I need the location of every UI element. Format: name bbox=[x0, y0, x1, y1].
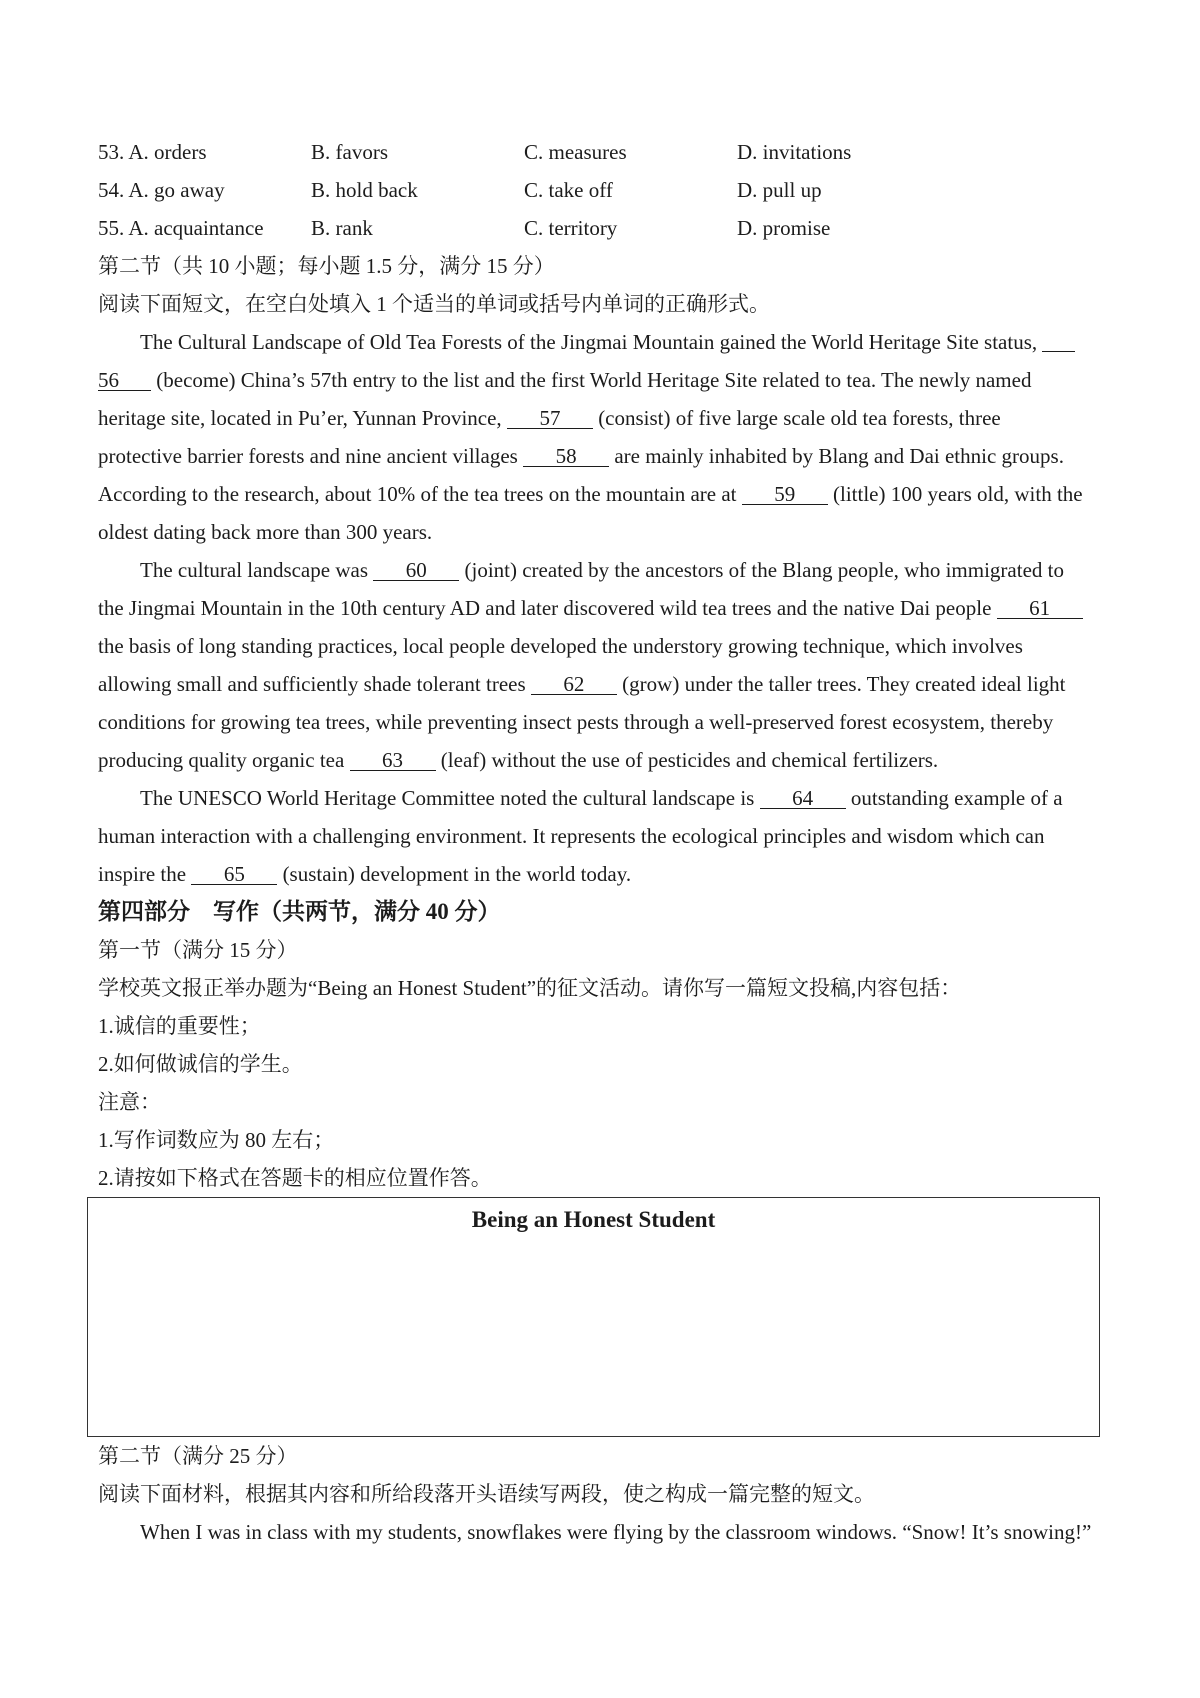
grammar-section-instruction: 阅读下面短文，在空白处填入 1 个适当的单词或括号内单词的正确形式。 bbox=[98, 292, 770, 316]
answer-box-title: Being an Honest Student bbox=[471, 1207, 716, 1232]
choice-d: D. promise bbox=[737, 216, 831, 240]
writing-section1-heading: 第一节（满分 15 分） bbox=[98, 938, 298, 962]
blank-65: 65 bbox=[191, 864, 277, 885]
passage-text: the basis of long standing practices, local people developed the understory growing technique, which involves bbox=[98, 634, 1023, 658]
passage-text: outstanding example of a bbox=[845, 786, 1063, 810]
story-opening: When I was in class with my students, snowflakes were flying by the classroom windows. “Snow! It’s snowing!” bbox=[140, 1520, 1092, 1544]
passage-line bbox=[98, 817, 1108, 855]
passage-text: (joint) created by the ancestors of the Blang people, who immigrated to bbox=[459, 558, 1064, 582]
passage-line bbox=[98, 475, 1108, 513]
blank-64: 64 bbox=[760, 788, 846, 809]
passage-line bbox=[98, 437, 1108, 475]
content-point: 2.如何做诚信的学生。 bbox=[98, 1052, 303, 1076]
choice-row-53 bbox=[98, 133, 1108, 171]
passage-text: allowing small and sufficiently shade tolerant trees bbox=[98, 672, 531, 696]
choice-b: B. rank bbox=[311, 216, 373, 240]
grammar-section-heading: 第二节（共 10 小题；每小题 1.5 分，满分 15 分） bbox=[98, 254, 555, 278]
choice-d: D. invitations bbox=[737, 140, 852, 164]
passage-text: (become) China’s 57th entry to the list and the first World Heritage Site related to tea. The newly named bbox=[151, 368, 1032, 392]
passage-text: (consist) of five large scale old tea forests, three bbox=[592, 406, 1001, 430]
passage-line bbox=[98, 627, 1108, 665]
passage-text: the Jingmai Mountain in the 10th century AD and later discovered wild tea trees and the native Dai people bbox=[98, 596, 997, 620]
cloze-passage bbox=[98, 323, 1108, 893]
blank-60: 60 bbox=[373, 560, 459, 581]
passage-text: The cultural landscape was bbox=[140, 558, 374, 582]
passage-line bbox=[98, 589, 1108, 627]
blank-61: 61 bbox=[997, 598, 1083, 619]
choice-d: D. pull up bbox=[737, 178, 822, 202]
choice-a: 54. A. go away bbox=[98, 178, 225, 202]
passage-line bbox=[98, 323, 1108, 361]
writing-section2-instruction: 阅读下面材料，根据其内容和所给段落开头语续写两段，使之构成一篇完整的短文。 bbox=[98, 1482, 875, 1506]
passage-text: are mainly inhabited by Blang and Dai ethnic groups. bbox=[609, 444, 1064, 468]
writing-prompt: 学校英文报正举办题为“Being an Honest Student”的征文活动。请你写一篇短文投稿,内容包括： bbox=[98, 976, 962, 1000]
choice-c: C. territory bbox=[524, 216, 618, 240]
passage-text: The UNESCO World Heritage Committee noted the cultural landscape is bbox=[140, 786, 760, 810]
choice-row-54 bbox=[98, 171, 1108, 209]
passage-text: producing quality organic tea bbox=[98, 748, 350, 772]
passage-text: (sustain) development in the world today. bbox=[277, 862, 632, 886]
passage-line bbox=[98, 741, 1108, 779]
note-item: 2.请按如下格式在答题卡的相应位置作答。 bbox=[98, 1166, 492, 1190]
passage-line bbox=[98, 361, 1108, 399]
notes-heading: 注意： bbox=[98, 1090, 161, 1114]
passage-text: inspire the bbox=[98, 862, 192, 886]
passage-text: heritage site, located in Pu’er, Yunnan Province, bbox=[98, 406, 507, 430]
writing-section2-heading: 第二节（满分 25 分） bbox=[98, 1444, 298, 1468]
passage-text: (grow) under the taller trees. They created ideal light bbox=[616, 672, 1066, 696]
blank-58: 58 bbox=[523, 446, 609, 467]
passage-text: protective barrier forests and nine ancient villages bbox=[98, 444, 524, 468]
answer-format-box bbox=[87, 1197, 1100, 1437]
choice-b: B. favors bbox=[311, 140, 388, 164]
exam-page bbox=[98, 133, 1108, 1551]
passage-text: oldest dating back more than 300 years. bbox=[98, 520, 433, 544]
passage-line bbox=[98, 779, 1108, 817]
passage-text: According to the research, about 10% of the tea trees on the mountain are at bbox=[98, 482, 742, 506]
choice-a: 55. A. acquaintance bbox=[98, 216, 264, 240]
blank-63: 63 bbox=[350, 750, 436, 771]
choice-c: C. measures bbox=[524, 140, 627, 164]
choice-c: C. take off bbox=[524, 178, 613, 202]
blank-62: 62 bbox=[531, 674, 617, 695]
writing-part-heading: 第四部分 写作（共两节，满分 40 分） bbox=[98, 899, 501, 924]
passage-line bbox=[98, 513, 1108, 551]
choice-a: 53. A. orders bbox=[98, 140, 207, 164]
choice-row-55 bbox=[98, 209, 1108, 247]
passage-line bbox=[98, 665, 1108, 703]
passage-text: human interaction with a challenging environment. It represents the ecological principles and wisdom which can bbox=[98, 824, 1045, 848]
passage-text: The Cultural Landscape of Old Tea Forests of the Jingmai Mountain gained the World Heritage Site status, bbox=[140, 330, 1043, 354]
blank-57: 57 bbox=[507, 408, 593, 429]
note-item: 1.写作词数应为 80 左右； bbox=[98, 1128, 335, 1152]
blank-56: 56 bbox=[98, 370, 151, 391]
passage-text: (leaf) without the use of pesticides and chemical fertilizers. bbox=[435, 748, 939, 772]
passage-line bbox=[98, 551, 1108, 589]
blank-59: 59 bbox=[742, 484, 828, 505]
content-point: 1.诚信的重要性； bbox=[98, 1014, 261, 1038]
passage-line bbox=[98, 703, 1108, 741]
passage-line bbox=[98, 855, 1108, 893]
passage-text: (little) 100 years old, with the bbox=[827, 482, 1083, 506]
passage-line bbox=[98, 399, 1108, 437]
choice-b: B. hold back bbox=[311, 178, 418, 202]
blank-underline bbox=[1042, 331, 1075, 352]
passage-text: conditions for growing tea trees, while preventing insect pests through a well-preserved forest ecosystem, thereby bbox=[98, 710, 1054, 734]
